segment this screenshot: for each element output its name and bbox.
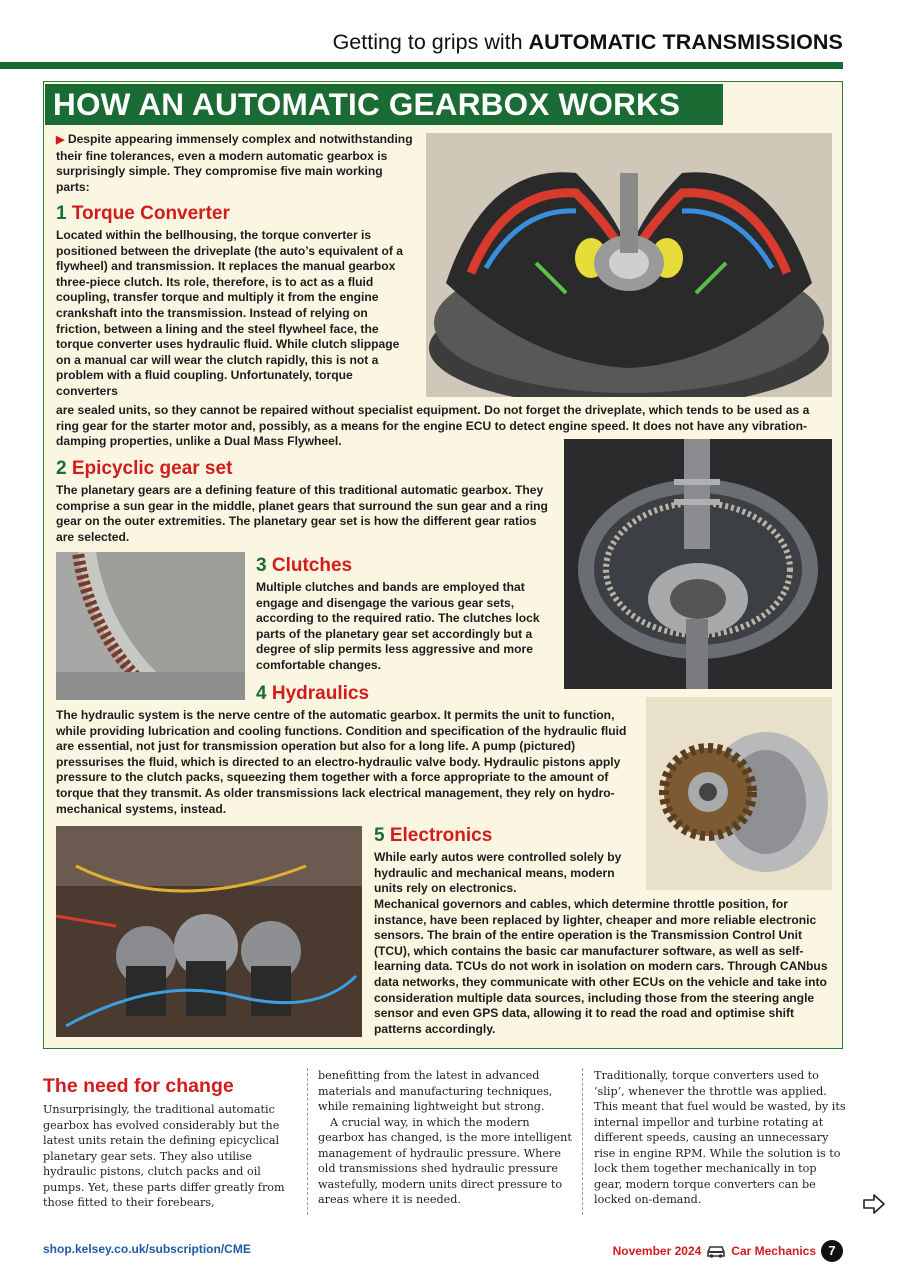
column-2-text xyxy=(318,1068,573,1208)
issue-date: November 2024 xyxy=(612,1244,702,1258)
magazine-name: Car Mechanics xyxy=(731,1244,816,1258)
section-2-body: The planetary gears are a defining feature of this traditional automatic gearbox. They comprise a sun gear in the middle, planet gears that surround the sun gear and a ring gear on the outer extremities. The planetary gear set is how the different gear ratios are selected. xyxy=(56,483,548,544)
torque-converter-photo xyxy=(426,133,832,397)
section-5-body-continued: Mechanical governors and cables, which determine throttle position, for instance, have been replaced by lighter, cheaper and more reliable electronic sensors. The brain of the entire operation is the Transmission Control Unit (TCU), which contains the basic car manufacturer software, as well as self-learning data. TCUs do not work in isolation on modern cars. Through CANbus data networks, they communicate with other ECUs on the vehicle and take into consideration multiple data sources, including those from the steering angle sensor and even GPS data, allowing it to read the road and optimise shift patterns accordingly. xyxy=(374,897,828,1036)
header-rule xyxy=(0,62,843,69)
column-divider xyxy=(307,1068,308,1215)
header-prefix: Getting to grips with xyxy=(332,30,529,54)
running-header xyxy=(333,30,843,55)
section-5-heading: 5 Electronics xyxy=(374,825,493,846)
car-icon xyxy=(706,1244,726,1258)
subscription-link[interactable]: shop.kelsey.co.uk/subscription/CME xyxy=(43,1242,251,1256)
column-2-paragraph-2: A crucial way, in which the modern gearbox has changed, is the more intelligent management of hydraulic pressure. Where old transmissions shed hydraulic pressure wastefully, modern units direct pressure to areas where it is needed. xyxy=(318,1115,572,1206)
hydraulic-pump-photo xyxy=(646,697,832,890)
section-3-body: Multiple clutches and bands are employed that engage and disengage the various gear sets, according to the required ratio. The clutches lock parts of the planetary gear set accordingly but a degree of slip permits less aggressive and more comfortable changes. xyxy=(256,580,540,672)
valve-body-photo xyxy=(56,826,362,1037)
header-title: AUTOMATIC TRANSMISSIONS xyxy=(528,30,843,54)
panel-banner: HOW AN AUTOMATIC GEARBOX WORKS xyxy=(45,84,723,125)
column-2-paragraph-1: benefitting from the latest in advanced materials and manufacturing techniques, while remaining lightweight but strong. xyxy=(318,1069,553,1113)
intro-text xyxy=(56,132,414,195)
section-1-heading: 1 Torque Converter xyxy=(56,203,230,224)
planetary-gear-photo xyxy=(564,439,832,689)
intro-body: Despite appearing immensely complex and notwithstanding their fine tolerances, even a modern automatic gearbox is surprisingly simple. They compromise five main working parts: xyxy=(56,132,413,194)
section-3-heading: 3 Clutches xyxy=(256,555,353,576)
column-3-text: Traditionally, torque converters used to ‘slip’, whenever the throttle was applied. This meant that fuel would be wasted, by its internal impellor and turbine rotating at different speeds, causing an unnecessary rise in engine RPM. While the solution is to lock them together mechanically in top gear, modern torque converters can be locked on-demand. xyxy=(594,1069,846,1206)
section-1-body: Located within the bellhousing, the torque converter is positioned between the driveplate (the auto’s equivalent of a flywheel) and transmission. It replaces the manual gearbox three-piece clutch. Its role, therefore, is to act as a fluid coupling, transfer torque and multiply it from the engine crankshaft into the transmission. Instead of relying on friction, between a lining and the steel flywheel face, the torque converter uses hydraulic fluid. While clutch slippage on a manual car will wear the clutch rapidly, this is not a problem with a fluid coupling. Unfortunately, torque converters xyxy=(56,228,403,398)
footer-folio xyxy=(613,1240,843,1262)
section-1-body-continued: are sealed units, so they cannot be repaired without specialist equipment. Do not forget the driveplate, which tends to be used as a ring gear for the starter motor and, possibly, as a means for the engine ECU to detect engine speed. It does not have any vibration-damping properties, unlike a Dual Mass Flywheel. xyxy=(56,403,810,449)
section-4-heading: 4 Hydraulics xyxy=(256,683,370,704)
column-divider xyxy=(582,1068,583,1215)
next-page-arrow-icon xyxy=(862,1193,886,1215)
section-4-body: The hydraulic system is the nerve centre of the automatic gearbox. It permits the unit to function, while providing lubrication and cooling functions. Condition and specification of the hydraulic fluid are essential, not just for transmission operation but also for a long life. A pump (pictured) pressurises the fluid, which is directed to an electro-hydraulic valve body. Hydraulic pistons apply pressure to the clutch packs, squeezing them together with a force appropriate to the amount of torque that they transmit. As older transmissions lack electrical management, they rely on hydro-mechanical systems, instead. xyxy=(56,708,627,816)
clutch-plate-photo xyxy=(56,552,245,700)
arrow-bullet-icon: ▶ xyxy=(56,134,65,146)
page-number: 7 xyxy=(821,1240,843,1262)
column-1-text: Unsurprisingly, the traditional automatic gearbox has evolved considerably but the latest units retain the defining epicyclical planetary gear sets. They also utilise hydraulic pistons, clutch packs and oil pumps. Yet, these parts differ greatly from those fitted to their forebears, xyxy=(43,1103,285,1209)
section-2-heading: 2 Epicyclic gear set xyxy=(56,458,233,479)
need-for-change-heading: The need for change xyxy=(43,1075,234,1097)
section-5-body: While early autos were controlled solely by hydraulic and mechanical means, modern units rely on electronics. xyxy=(374,850,622,896)
